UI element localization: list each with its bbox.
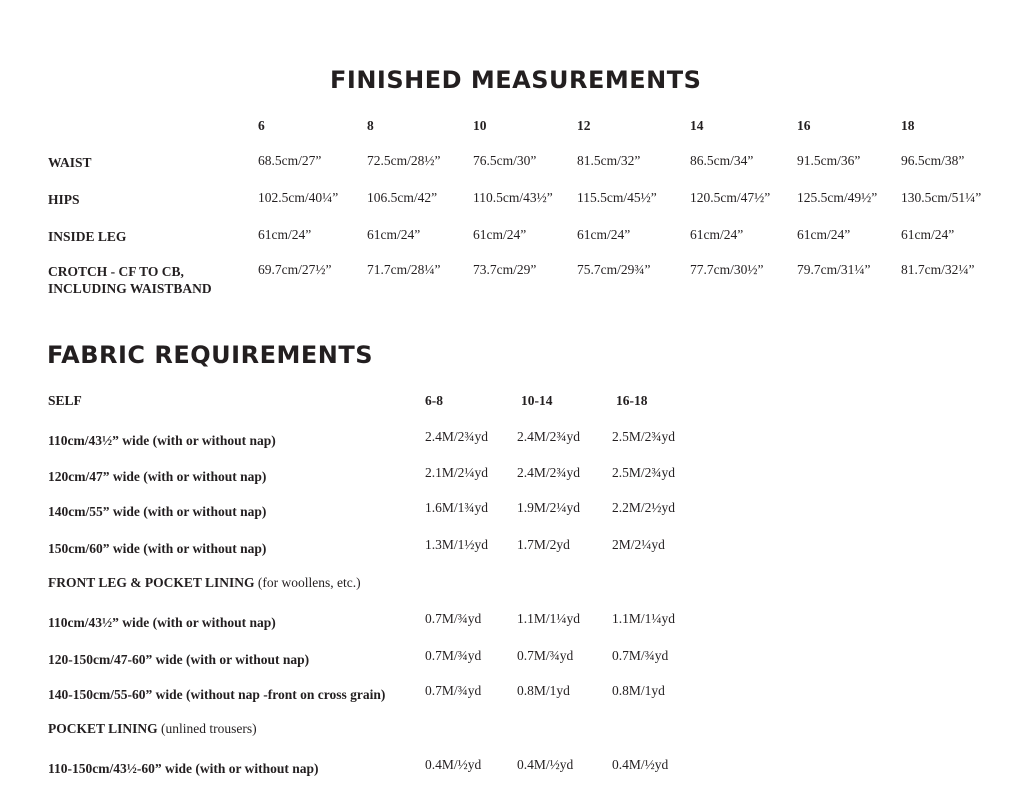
fabric-amount: 0.4M/½yd: [425, 757, 482, 772]
fabric-amount: 0.4M/½yd: [517, 757, 574, 772]
fabric-section-label: POCKET LINING: [48, 721, 158, 736]
measurement-value: 61cm/24”: [473, 227, 527, 242]
measurement-value: 86.5cm/34”: [690, 153, 754, 168]
fabric-amount: 0.8M/1yd: [517, 683, 570, 698]
measurement-value: 76.5cm/30”: [473, 153, 537, 168]
measurement-value: 81.7cm/32¼”: [901, 262, 975, 277]
fabric-section-label: SELF: [48, 393, 82, 408]
measurement-value: 96.5cm/38”: [901, 153, 965, 168]
size-group-header: 16-18: [616, 393, 648, 408]
fabric-amount: 1.1M/1¼yd: [612, 611, 676, 626]
fabric-amount: 2M/2¼yd: [612, 537, 665, 552]
fabric-amount: 0.7M/¾yd: [425, 648, 482, 663]
fabric-amount: 0.7M/¾yd: [612, 648, 669, 663]
fabric-width-label: 110cm/43½” wide (with or without nap): [48, 433, 276, 448]
fabric-amount: 2.4M/2¾yd: [517, 465, 581, 480]
fabric-amount: 0.7M/¾yd: [425, 683, 482, 698]
fabric-amount: 1.3M/1½yd: [425, 537, 489, 552]
measurement-value: 61cm/24”: [367, 227, 421, 242]
fabric-width-label: 150cm/60” wide (with or without nap): [48, 541, 267, 556]
fabric-section-header: [48, 574, 361, 591]
fabric-section-note: (for woollens, etc.): [257, 575, 361, 590]
size-header: 12: [577, 118, 591, 133]
measurement-value: 110.5cm/43½”: [473, 190, 553, 205]
measurement-value: 81.5cm/32”: [577, 153, 641, 168]
measurement-label: HIPS: [48, 192, 80, 207]
measurement-value: 115.5cm/45½”: [577, 190, 657, 205]
fabric-amount: 0.8M/1yd: [612, 683, 665, 698]
size-header: 10: [473, 118, 487, 133]
measurement-value: 125.5cm/49½”: [797, 190, 878, 205]
size-header: 18: [901, 118, 915, 133]
size-group-header: 6-8: [425, 393, 443, 408]
measurement-value: 61cm/24”: [577, 227, 631, 242]
size-header: 8: [367, 118, 374, 133]
fabric-section-header: [48, 392, 82, 409]
measurement-value: 72.5cm/28½”: [367, 153, 441, 168]
measurement-value: 73.7cm/29”: [473, 262, 537, 277]
measurement-value: 61cm/24”: [258, 227, 312, 242]
fabric-section-header: [48, 720, 257, 737]
measurement-value: 91.5cm/36”: [797, 153, 861, 168]
fabric-amount: 2.1M/2¼yd: [425, 465, 489, 480]
size-header: 16: [797, 118, 811, 133]
measurement-value: 102.5cm/40¼”: [258, 190, 339, 205]
fabric-amount: 1.7M/2yd: [517, 537, 570, 552]
measurement-value: 61cm/24”: [797, 227, 851, 242]
size-group-header: 10-14: [521, 393, 553, 408]
measurement-label: INSIDE LEG: [48, 229, 127, 244]
fabric-amount: 2.2M/2½yd: [612, 500, 676, 515]
fabric-amount: 1.9M/2¼yd: [517, 500, 581, 515]
fabric-amount: 2.4M/2¾yd: [425, 429, 489, 444]
measurement-value: 75.7cm/29¾”: [577, 262, 651, 277]
fabric-amount: 2.5M/2¾yd: [612, 429, 676, 444]
fabric-width-label: 140-150cm/55-60” wide (without nap -front on cross grain): [48, 687, 386, 702]
fabric-amount: 1.6M/1¾yd: [425, 500, 489, 515]
fabric-amount: 0.7M/¾yd: [517, 648, 574, 663]
measurement-value: 71.7cm/28¼”: [367, 262, 441, 277]
measurement-value: 69.7cm/27½”: [258, 262, 332, 277]
fabric-width-label: 110-150cm/43½-60” wide (with or without nap): [48, 761, 319, 776]
fabric-width-label: 120-150cm/47-60” wide (with or without nap): [48, 652, 310, 667]
fabric-amount: 0.4M/½yd: [612, 757, 669, 772]
fabric-width-label: 110cm/43½” wide (with or without nap): [48, 615, 276, 630]
measurement-value: 130.5cm/51¼”: [901, 190, 982, 205]
fabric-amount: 2.5M/2¾yd: [612, 465, 676, 480]
measurement-value: 120.5cm/47½”: [690, 190, 771, 205]
measurement-value: 61cm/24”: [690, 227, 744, 242]
fabric-width-label: 140cm/55” wide (with or without nap): [48, 504, 267, 519]
fabric-amount: 2.4M/2¾yd: [517, 429, 581, 444]
fabric-section-note: (unlined trousers): [161, 721, 257, 736]
measurement-value: 106.5cm/42”: [367, 190, 438, 205]
fabric-requirements-title: FABRIC REQUIREMENTS: [47, 341, 373, 369]
measurement-value: 68.5cm/27”: [258, 153, 322, 168]
size-header: 6: [258, 118, 265, 133]
measurement-value: 77.7cm/30½”: [690, 262, 764, 277]
fabric-amount: 1.1M/1¼yd: [517, 611, 581, 626]
measurement-label: CROTCH - CF TO CB, INCLUDING WAISTBAND: [48, 264, 212, 296]
measurement-label: WAIST: [48, 155, 92, 170]
fabric-width-label: 120cm/47” wide (with or without nap): [48, 469, 267, 484]
fabric-amount: 0.7M/¾yd: [425, 611, 482, 626]
fabric-section-label: FRONT LEG & POCKET LINING: [48, 575, 255, 590]
size-header: 14: [690, 118, 704, 133]
measurement-value: 61cm/24”: [901, 227, 955, 242]
finished-measurements-title: FINISHED MEASUREMENTS: [330, 66, 702, 94]
measurement-value: 79.7cm/31¼”: [797, 262, 871, 277]
